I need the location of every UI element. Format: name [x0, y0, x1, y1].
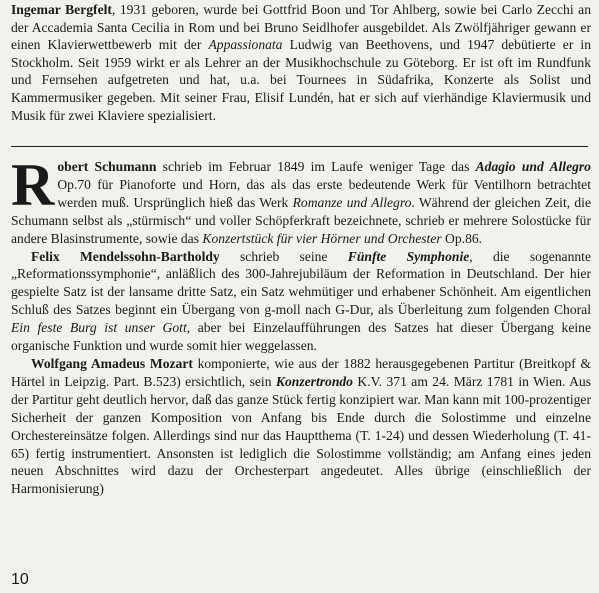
schumann-text-1: schrieb im Februar 1849 im Laufe weniger Tage das — [156, 159, 476, 174]
drop-cap: R — [11, 152, 55, 218]
mendelssohn-name: Felix Mendelssohn-Bartholdy — [31, 248, 220, 264]
bio-name: Ingemar Bergfelt — [11, 2, 112, 17]
schumann-name: obert Schumann — [57, 159, 157, 174]
schumann-paragraph — [11, 152, 591, 248]
mendelssohn-text-3: , aber bei Einzelaufführungen des Satzes hat dieser Übergang keine organische Funktion und wurde somit hier weggelassen. — [11, 320, 591, 354]
mozart-text-2: K.V. 371 am 24. März 1781 in Wien. Aus der Partitur geht deutlich hervor, daß das ganze Stück fertig konzipiert war. Man kann mit 100-prozentiger Sicherheit der ganzen Komposition von Anfang bis Ende durch die Solostimme und einzelne Orchestereinsätze folgen. Allerdings sind nur das Hauptthema (T. 1-24) und dessen Wiederholung (T. 41-65) fertig instrumentiert. Ansonsten ist lediglich die Solostimme vollständig; am Anfang eines jeden neuen Abschnittes wird dazu der Orchesterpart angedeutet. Alles übrige (einschließlich der Harmonisierung) — [11, 373, 591, 497]
schumann-work-3: Konzertstück für vier Hörner und Orchester — [202, 230, 442, 246]
mendelssohn-text-1: schrieb seine — [219, 248, 348, 264]
schumann-text-2: Op.70 für Pianoforte und Horn, das als das erste bedeutende Werk für Ventilhorn betrachtet werden muß. Ursprünglich hieß das Werk — [57, 176, 591, 210]
page-number: 10 — [11, 571, 29, 588]
mendelssohn-work-2: Ein feste Burg ist unser Gott — [11, 320, 187, 336]
bio-work: Appassionata — [208, 37, 283, 53]
bio-text-b: Ludwig van Beethovens, und 1947 debütierte er in Stockholm. Seit 1959 wirkt er als Lehrer an der Musikhochschule zu Göteborg. Er ist oft im Rundfunk und Fernsehen aufgetreten und hat, u.a. bei Tournees in Südafrika, Konzerte als Solist und Kammermusiker gegeben. Mit seiner Frau, Elisif Lundén, hat er sich auf vierhändige Klaviermusik und Musik für zwei Klaviere spezialisiert. — [11, 37, 592, 123]
mendelssohn-paragraph — [11, 248, 591, 355]
mendelssohn-text-2: , die sogenannte „Reformationssymphonie“, anläßlich des 300-Jahrejubiläum der Reformation in Deutschland. Der hier gespielte Satz ist der lansame dritte Satz, ein Satz wehmütiger und erhabener Schönheit. Am eigentlichen Schluß des Satzes beginnt ein Übergang von g-moll nach G-Dur, als Überleitung zum folgenden Choral — [11, 248, 591, 318]
schumann-work-2: Romanze und Allegro — [292, 194, 412, 210]
schumann-work-1: Adagio und Allegro — [475, 159, 591, 174]
program-notes — [11, 152, 591, 498]
schumann-text-3: . Während der gleichen Zeit, die Schumann selbst als „stürmisch“ und voller Schöpferkraft bezeichnete, schrieb er mehrere Solostücke für andere Blasinstrumente, sowie das — [11, 194, 591, 246]
mozart-name: Wolfgang Amadeus Mozart — [31, 355, 193, 371]
section-divider — [11, 146, 588, 147]
bio-paragraph — [11, 1, 591, 124]
bio-text-a: , 1931 geboren, wurde bei Gottfrid Boon und Tor Ahlberg, sowie bei Carlo Zecchi an der Accademia Santa Cecilia in Rom und bei Bruno Seidlhofer ausgebildet. Als Zwölfjähriger gewann er einen Klavierwettbewerb mit der — [11, 2, 591, 53]
mendelssohn-work-1: Fünfte Symphonie — [347, 248, 470, 264]
schumann-text-4: Op.86. — [441, 230, 483, 246]
mozart-text-1: komponierte, wie aus der 1882 herausgegebenen Partitur (Breitkopf & Härtel in Leipzig. Part. B.523) ersichtlich, sein — [11, 355, 591, 389]
mozart-paragraph — [11, 355, 591, 498]
mozart-work-1: Konzertrondo — [275, 373, 353, 389]
